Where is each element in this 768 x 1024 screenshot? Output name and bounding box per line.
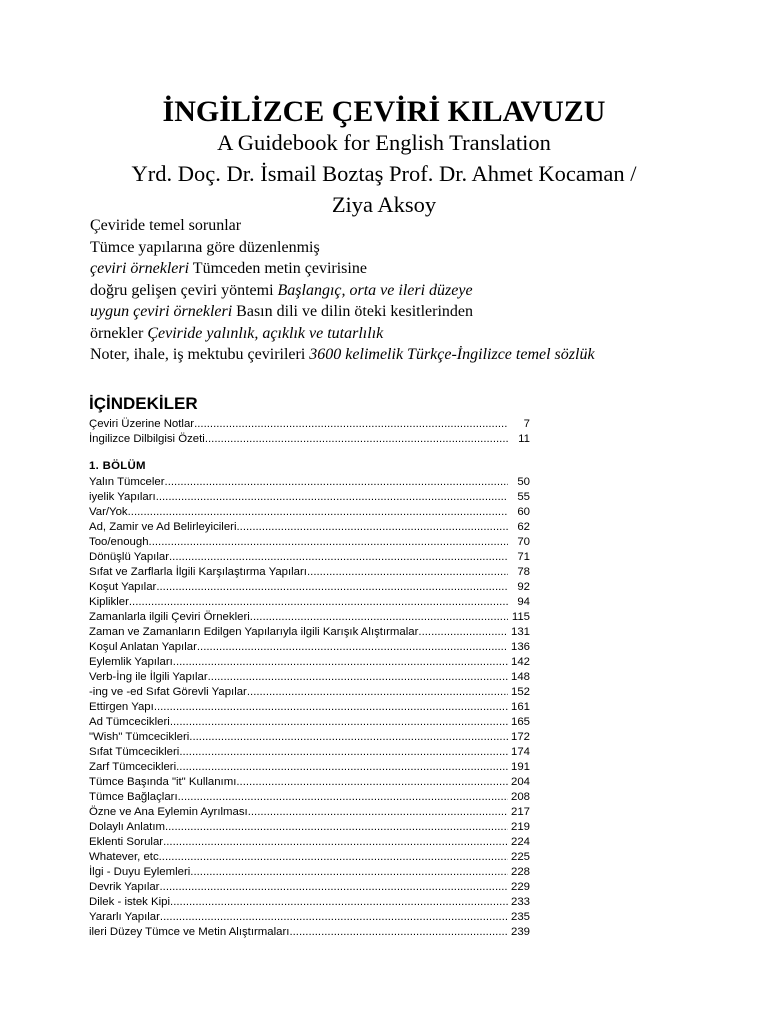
toc-leader-dots [237,520,509,535]
toc-entry-title: Ad, Zamir ve Ad Belirleyicileri [89,521,237,533]
book-authors [0,158,768,220]
toc-leader-dots [159,880,508,895]
description-line: uygun çeviri örnekleri Basın dili ve dilin öteki kesitlerinden [90,303,474,320]
toc-entry[interactable] [89,700,544,715]
toc-entry-title: iyelik Yapıları [89,491,156,503]
toc-entry-page: 224 [510,836,530,848]
toc-entry-title: Kiplikler [89,596,129,608]
toc-entry[interactable] [89,670,544,685]
toc-leader-dots [236,775,508,790]
toc-entry-page: 92 [517,581,530,593]
toc-entry-title: Ettirgen Yapı [89,701,154,713]
toc-entry-title: Tümce Bağlaçları [89,791,178,803]
toc-entry[interactable] [89,730,544,745]
toc-entry-title: Var/Yok [89,506,128,518]
toc-entry-title: -ing ve -ed Sıfat Görevli Yapılar [89,686,247,698]
toc-entry-page: 174 [510,746,530,758]
toc-entry[interactable] [89,865,544,880]
toc-entry-title: Tümce Başında "it" Kullanımı [89,776,237,788]
toc-leader-dots [178,790,508,805]
toc-entry[interactable] [89,595,544,610]
toc-entry-page: 11 [518,433,530,445]
toc-entry-page: 70 [517,536,530,548]
toc-leader-dots [208,670,508,685]
authors-line-1: Yrd. Doç. Dr. İsmail Boztaş Prof. Dr. Ahmet Kocaman / [131,161,637,186]
toc-entry-page: 233 [510,896,530,908]
toc-leader-dots [189,730,508,745]
toc-leader-dots [154,700,508,715]
toc-entry[interactable] [89,910,544,925]
toc-entry-page: 161 [510,701,530,713]
toc-entry-title: Zamanlarla ilgili Çeviri Örnekleri [89,611,250,623]
toc-entry-page: 131 [510,626,530,638]
toc-leader-dots [307,565,508,580]
toc-entry-page: 94 [517,596,530,608]
toc-entry-title: Yararlı Yapılar [89,911,160,923]
toc-leader-dots [169,550,508,565]
toc-entry[interactable] [89,775,544,790]
toc-entry[interactable] [89,835,544,850]
toc-leader-dots [163,835,508,850]
toc-leader-dots [156,490,508,505]
book-title: İNGİLİZCE ÇEVİRİ KILAVUZU [162,95,606,128]
toc-entry-title: Dönüşlü Yapılar [89,551,169,563]
toc-entry-title: Ad Tümcecikleri [89,716,170,728]
toc-leader-dots [165,820,508,835]
toc-entry-page: 50 [517,476,530,488]
description-line: Tümce yapılarına göre düzenlenmiş [90,238,320,256]
toc-entry[interactable] [89,610,544,625]
toc-entry-page: 239 [510,926,530,938]
toc-leader-dots [170,715,508,730]
toc-leader-dots [156,580,508,595]
toc-entry-page: 71 [517,551,530,563]
toc-leader-dots [194,417,508,432]
toc-entry[interactable] [89,580,544,595]
description-line: örnekler Çeviride yalınlık, açıklık ve tutarlılık [90,324,384,342]
toc-entry-title: Dilek - istek Kipi [89,896,171,908]
toc-entry[interactable] [89,505,544,520]
toc-entry-title: Eklenti Sorular [89,836,164,848]
toc-entry-page: 142 [510,656,530,668]
toc-leader-dots [176,760,508,775]
toc-entry[interactable] [89,685,544,700]
toc-leader-dots [159,850,508,865]
toc-leader-dots [190,865,508,880]
toc-leader-dots [205,432,508,447]
description-line: Çeviride temel sorunlar [90,217,242,234]
toc-entry-page: 78 [517,566,530,578]
toc-entry-title: Yalın Tümceler [89,476,165,488]
toc-entry[interactable] [89,417,544,432]
toc-entry-page: 217 [510,806,530,818]
toc-entry[interactable] [89,715,544,730]
toc-entry-title: Zaman ve Zamanların Edilgen Yapılarıyla ilgili Karışık Alıştırmalar [89,626,419,638]
toc-entry-page: 136 [510,641,530,653]
toc-entry[interactable] [89,760,544,775]
description-line: çeviri örnekleri Tümceden metin çevirisine [90,260,367,277]
toc-entry[interactable] [89,850,544,865]
toc-leader-dots [129,595,508,610]
description-line: Noter, ihale, iş mektubu çevirileri 3600 kelimelik Türkçe-İngilizce temel sözlük [90,346,595,363]
toc-entry-page: 115 [511,611,530,623]
toc-entry[interactable] [89,790,544,805]
toc-entry-page: 235 [510,911,530,923]
toc-leader-dots [418,625,508,640]
toc-entry[interactable] [89,475,544,490]
toc-entry[interactable] [89,820,544,835]
section-heading: 1. BÖLÜM [89,460,146,472]
toc-entry-title: Dolaylı Anlatım [89,821,165,833]
toc-entry-page: 148 [510,671,530,683]
toc-heading: İÇİNDEKİLER [89,394,198,413]
toc-entry-title: Çeviri Üzerine Notlar [89,418,195,430]
toc-entry-page: 165 [510,716,530,728]
toc-leader-dots [165,475,508,490]
toc-entry[interactable] [89,625,544,640]
toc-entry-page: 55 [517,491,530,503]
toc-entry-title: Too/enough [89,536,149,548]
toc-leader-dots [179,745,508,760]
toc-leader-dots [247,685,508,700]
toc-entry[interactable] [89,925,544,940]
toc-leader-dots [248,805,508,820]
toc-entry-title: Zarf Tümcecikleri [89,761,177,773]
toc-entry-page: 208 [510,791,530,803]
toc-entry-page: 219 [510,821,530,833]
toc-leader-dots [197,640,508,655]
toc-entry-title: Verb-İng ile İlgili Yapılar [89,671,208,683]
toc-entry[interactable] [89,640,544,655]
toc-entry[interactable] [89,880,544,895]
toc-entry[interactable] [89,550,544,565]
toc-entry-page: 62 [517,521,530,533]
toc-entry-page: 7 [523,418,530,430]
toc-entry[interactable] [89,490,544,505]
toc-leader-dots [250,610,508,625]
toc-entry[interactable] [89,535,544,550]
toc-leader-dots [160,910,508,925]
toc-leader-dots [173,655,508,670]
toc-leader-dots [289,925,508,940]
toc-entry-title: Whatever, etc [89,851,159,863]
toc-entry[interactable] [89,895,544,910]
toc-entry-page: 172 [510,731,530,743]
toc-entry-page: 225 [510,851,530,863]
description-line: doğru gelişen çeviri yöntemi Başlangıç, orta ve ileri düzeye [90,281,473,299]
toc-entry[interactable] [89,565,544,580]
toc-entry-title: Sıfat Tümcecikleri [89,746,180,758]
toc-entry-page: 152 [510,686,530,698]
toc-entry-title: ileri Düzey Tümce ve Metin Alıştırmaları [89,926,290,938]
toc-entry-title: Eylemlik Yapıları [89,656,173,668]
toc-entry-title: Koşul Anlatan Yapılar [89,641,197,653]
toc-entry-title: İngilizce Dilbilgisi Özeti [89,433,205,445]
toc-entry-page: 60 [517,506,530,518]
toc-entry-page: 228 [510,866,530,878]
toc-entry[interactable] [89,655,544,670]
toc-entry-title: Devrik Yapılar [89,881,160,893]
toc-chapter-list [89,475,544,940]
toc-leader-dots [149,535,508,550]
toc-entry-title: Sıfat ve Zarflarla İlgili Karşılaştırma Yapıları [89,566,307,578]
toc-entry[interactable] [89,520,544,535]
toc-leader-dots [170,895,508,910]
toc-intro-list [89,417,544,447]
toc-entry-page: 204 [510,776,530,788]
book-subtitle: A Guidebook for English Translation [217,130,551,155]
toc-entry-title: Özne ve Ana Eylemin Ayrılması [89,806,248,818]
toc-leader-dots [128,505,508,520]
toc-entry-title: "Wish" Tümcecikleri [89,731,190,743]
toc-entry-title: İlgi - Duyu Eylemleri [89,866,191,878]
toc-entry[interactable] [89,745,544,760]
toc-entry[interactable] [89,805,544,820]
book-description [90,215,730,366]
toc-entry-title: Koşut Yapılar [89,581,157,593]
authors-line-2: Ziya Aksoy [331,192,437,217]
toc-entry-page: 191 [510,761,530,773]
toc-entry[interactable] [89,432,544,447]
toc-entry-page: 229 [510,881,530,893]
